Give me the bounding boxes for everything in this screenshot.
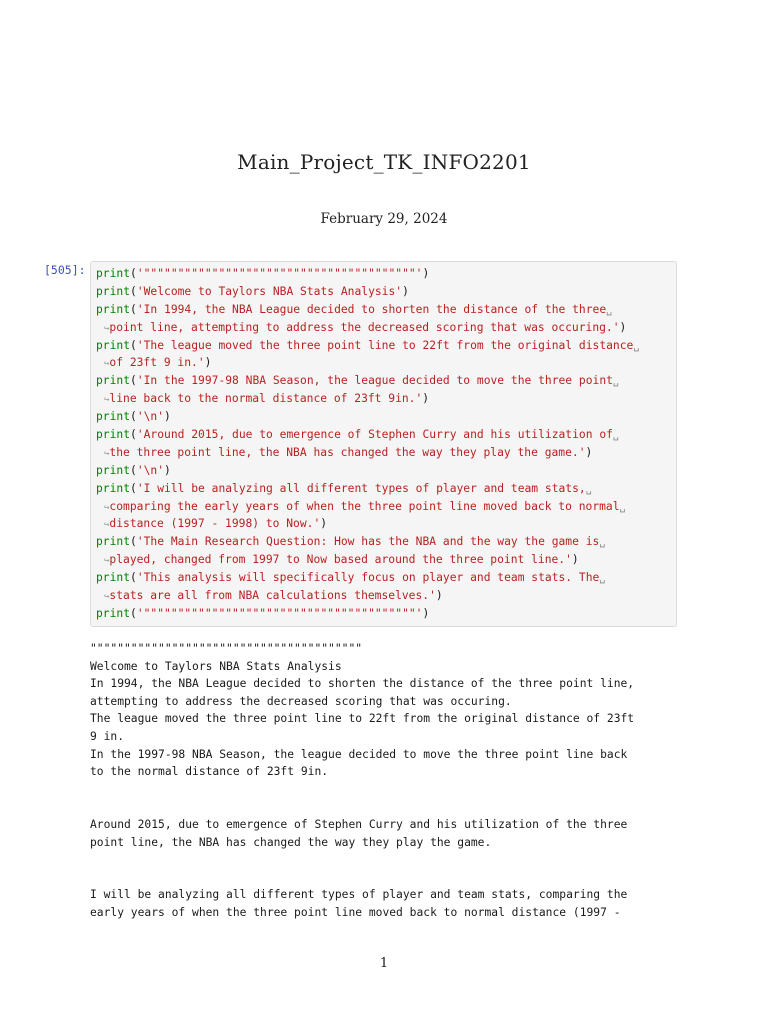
- code-paren: (: [130, 535, 137, 549]
- code-line: [96, 265, 676, 283]
- code-string-continued: line back to the normal distance of 23ft 9in.': [109, 392, 423, 406]
- code-string-continued: comparing the early years of when the three point line moved back to normal: [109, 499, 620, 513]
- code-paren: (: [130, 302, 137, 316]
- code-paren: ): [585, 445, 593, 459]
- wrap-arrow-icon: ↪: [104, 323, 110, 334]
- line-wrap-icon: ␣: [612, 376, 619, 388]
- code-paren: ): [422, 392, 430, 406]
- code-line: [96, 301, 676, 319]
- code-paren: (: [130, 606, 137, 620]
- code-string-continued: point line, attempting to address the decreased scoring that was occuring.': [109, 320, 620, 334]
- output-line: In 1994, the NBA League decided to shorten the distance of the three point line,: [90, 677, 635, 691]
- output-line: point line, the NBA has changed the way they play the game.: [90, 835, 492, 849]
- code-paren: ): [164, 410, 171, 424]
- code-string: 'Welcome to Taylors NBA Stats Analysis': [136, 284, 403, 298]
- code-line: [96, 480, 676, 498]
- code-string-continued: distance (1997 - 1998) to Now.': [109, 517, 321, 531]
- code-paren: (: [130, 284, 137, 298]
- wrap-arrow-icon: ↪: [104, 520, 110, 531]
- code-paren: (: [130, 571, 137, 585]
- code-string: '""""""""""""""""""""""""""""""""""""""""': [136, 267, 423, 280]
- document-title: Main_Project_TK_INFO2201: [237, 150, 531, 174]
- code-line: [96, 569, 676, 587]
- code-function-name: print: [96, 481, 131, 495]
- code-string: 'The league moved the three point line to 22ft from the original distance: [136, 338, 634, 352]
- code-paren: (: [130, 374, 137, 388]
- code-string: 'I will be analyzing all different types of player and team stats,: [136, 481, 586, 495]
- code-line: [96, 605, 676, 623]
- code-line: [96, 408, 676, 426]
- output-line: 9 in.: [90, 729, 125, 743]
- code-line: [96, 337, 676, 355]
- code-function-name: print: [96, 410, 131, 424]
- code-paren: ): [422, 267, 430, 280]
- output-line: to the normal distance of 23ft 9in.: [90, 765, 329, 779]
- code-string: '\n': [136, 463, 165, 477]
- output-line: """""""""""""""""""""""""""""""""""""""": [90, 642, 363, 655]
- code-function-name: print: [96, 284, 131, 298]
- wrap-arrow-icon: ↪: [104, 556, 110, 567]
- wrap-arrow-icon: ↪: [104, 359, 110, 370]
- code-line: [96, 551, 676, 569]
- code-line: [96, 533, 676, 551]
- output-line: early years of when the three point line moved back to normal distance (1997 -: [90, 905, 621, 919]
- output-line: [90, 781, 690, 799]
- output-line: The league moved the three point line to 22ft from the original distance of 23ft: [90, 712, 635, 726]
- page-number: 1: [379, 956, 389, 971]
- wrap-arrow-icon: ↪: [104, 395, 110, 406]
- code-string: '\n': [136, 410, 165, 424]
- code-line: [96, 372, 676, 390]
- output-line: [90, 851, 690, 869]
- cell-prompt: [505]:: [44, 263, 86, 277]
- code-string: 'This analysis will specifically focus on player and team stats. The: [136, 571, 600, 585]
- wrap-arrow-icon: ↪: [104, 448, 110, 459]
- line-wrap-icon: ␣: [612, 430, 619, 442]
- code-line: [96, 283, 676, 301]
- code-paren: (: [130, 428, 137, 442]
- code-function-name: print: [96, 463, 131, 477]
- code-line: [96, 426, 676, 444]
- code-cell[interactable]: [90, 261, 677, 627]
- code-function-name: print: [96, 302, 131, 316]
- code-string: 'The Main Research Question: How has the NBA and the way the game is: [136, 535, 600, 549]
- code-line: [96, 498, 676, 516]
- code-line: [96, 462, 676, 480]
- code-paren: ): [164, 463, 171, 477]
- code-paren: (: [130, 481, 137, 495]
- line-wrap-icon: ␣: [599, 537, 606, 549]
- code-function-name: print: [96, 606, 131, 620]
- line-wrap-icon: ␣: [633, 340, 640, 352]
- line-wrap-icon: ␣: [585, 483, 592, 495]
- code-paren: ): [422, 606, 430, 620]
- code-string: '""""""""""""""""""""""""""""""""""""""""': [136, 606, 423, 620]
- code-line: [96, 319, 676, 337]
- code-function-name: print: [96, 428, 131, 442]
- cell-output: [90, 640, 690, 922]
- code-paren: ): [204, 356, 212, 370]
- output-line: In the 1997-98 NBA Season, the league decided to move the three point line back: [90, 747, 628, 761]
- code-block: [96, 265, 676, 623]
- line-wrap-icon: ␣: [606, 304, 613, 316]
- code-string: 'In the 1997-98 NBA Season, the league decided to move the three point: [136, 374, 613, 388]
- line-wrap-icon: ␣: [599, 573, 606, 585]
- code-string-continued: played, changed from 1997 to Now based around the three point line.': [109, 553, 572, 567]
- wrap-arrow-icon: ↪: [104, 592, 110, 603]
- line-wrap-icon: ␣: [619, 501, 626, 513]
- code-paren: (: [130, 410, 137, 424]
- code-paren: (: [130, 338, 137, 352]
- code-string-continued: stats are all from NBA calculations themselves.': [109, 589, 436, 603]
- code-string: 'Around 2015, due to emergence of Stephen Curry and his utilization of: [136, 428, 613, 442]
- code-string-continued: the three point line, the NBA has changed the way they play the game.': [109, 445, 586, 459]
- code-line: [96, 354, 676, 372]
- code-paren: ): [435, 589, 443, 603]
- output-line: [90, 869, 690, 887]
- code-line: [96, 515, 676, 533]
- code-line: [96, 390, 676, 408]
- wrap-arrow-icon: ↪: [104, 502, 110, 513]
- code-function-name: print: [96, 571, 131, 585]
- code-line: [96, 444, 676, 462]
- code-paren: (: [130, 463, 137, 477]
- code-paren: ): [320, 517, 328, 531]
- code-paren: ): [571, 553, 579, 567]
- code-function-name: print: [96, 338, 131, 352]
- code-paren: (: [130, 267, 137, 280]
- code-function-name: print: [96, 267, 131, 280]
- code-function-name: print: [96, 535, 131, 549]
- code-paren: ): [402, 284, 409, 298]
- code-string-continued: of 23ft 9 in.': [109, 356, 205, 370]
- code-string: 'In 1994, the NBA League decided to shorten the distance of the three: [136, 302, 607, 316]
- output-line: Around 2015, due to emergence of Stephen Curry and his utilization of the three: [90, 817, 628, 831]
- output-line: [90, 798, 690, 816]
- code-function-name: print: [96, 374, 131, 388]
- code-paren: ): [619, 320, 627, 334]
- output-line: attempting to address the decreased scoring that was occuring.: [90, 694, 512, 708]
- document-date: February 29, 2024: [320, 211, 448, 227]
- code-line: [96, 587, 676, 605]
- output-line: I will be analyzing all different types of player and team stats, comparing the: [90, 888, 628, 902]
- output-line: Welcome to Taylors NBA Stats Analysis: [90, 659, 342, 673]
